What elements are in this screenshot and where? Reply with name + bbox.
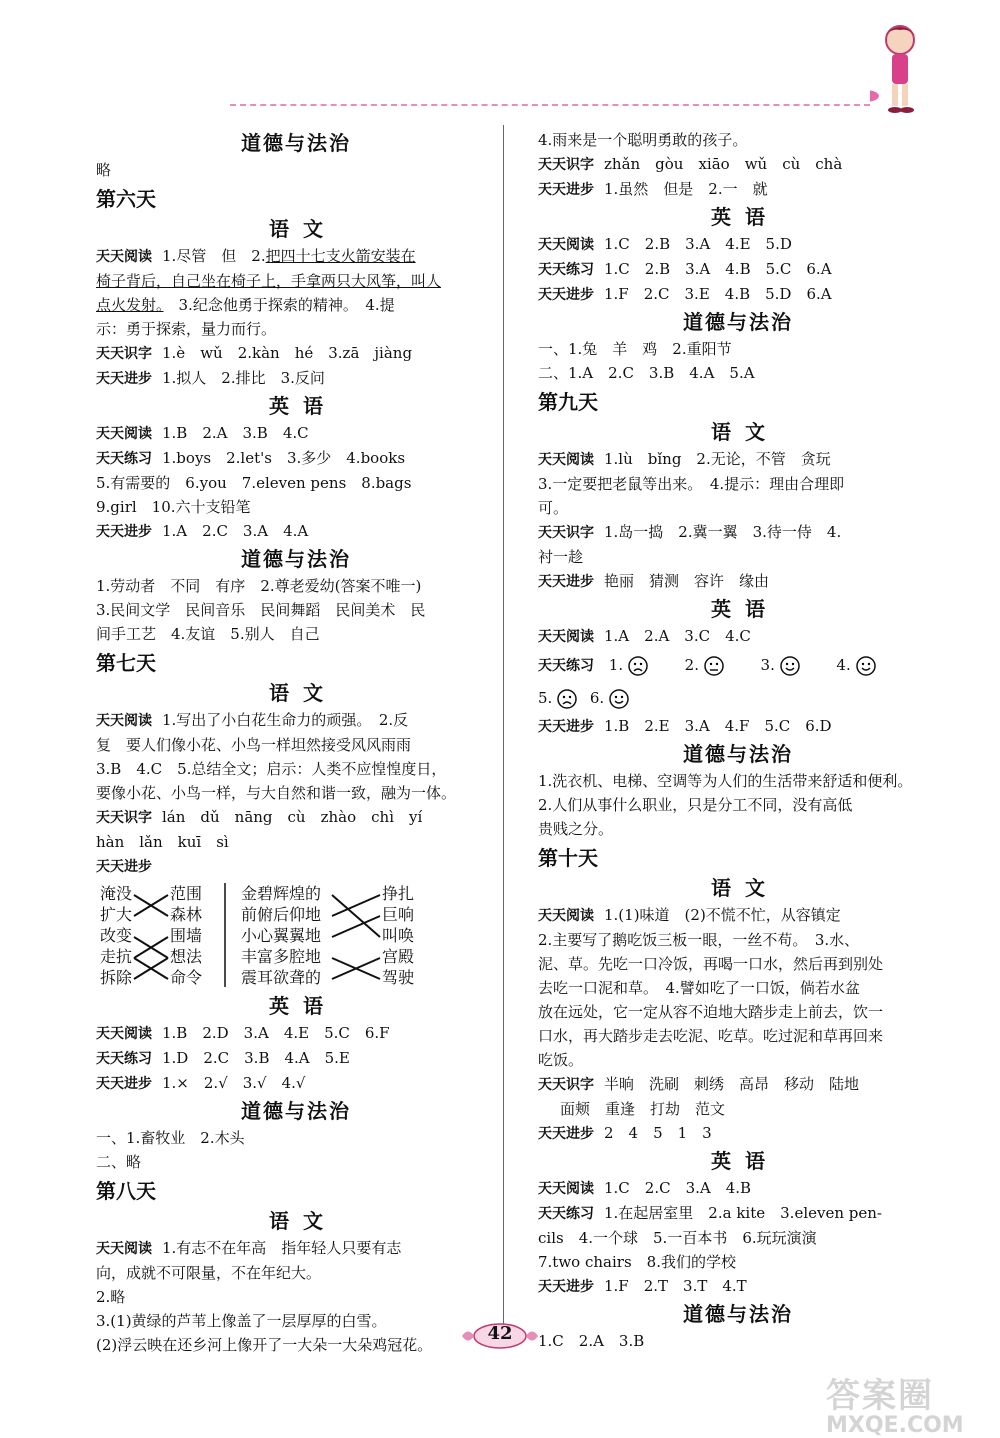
label: 天天练习 <box>538 262 594 278</box>
match-left-a <box>100 883 132 988</box>
day7-moral-2: 二、略 <box>96 1153 142 1171</box>
day8-title: 第八天 <box>96 1179 156 1203</box>
day8-yw-shizi <box>538 152 938 177</box>
header-decoration <box>230 96 930 110</box>
label: 天天识字 <box>538 525 594 541</box>
day10-yw-shizi <box>538 1072 938 1097</box>
item-number: 5. <box>538 689 553 707</box>
match-left-b <box>170 883 202 988</box>
match-word: 围墙 <box>170 926 203 945</box>
day10-en-lianxi <box>538 1201 938 1226</box>
day8-moral-2: 二、1.A 2.C 3.B 4.A 5.A <box>538 364 755 382</box>
day9-yw-shizi-2: 衬一趁 <box>538 548 584 566</box>
item-number: 3. <box>760 656 775 674</box>
day7-yingyu-title: 英语 <box>269 994 337 1018</box>
label: 天天进步 <box>96 1076 152 1092</box>
day9-yuwen-title: 语文 <box>711 420 779 444</box>
day8-yw-read-6: 4.雨来是一个聪明勇敢的孩子。 <box>538 131 748 149</box>
day8-en-lianxi <box>538 257 938 282</box>
text: 1.A 2.C 3.A 4.A <box>162 522 309 540</box>
day7-yw-read-2: 复 要人们像小花、小鸟一样坦然接受风风雨雨 <box>96 736 412 754</box>
label: 天天识字 <box>96 346 152 362</box>
right-column <box>538 128 938 1353</box>
day9-yw-read-3: 可。 <box>538 499 569 517</box>
day9-yw-shizi <box>538 520 938 545</box>
day8-yw-read-3: 2.略 <box>96 1288 126 1306</box>
label: 天天阅读 <box>538 1181 594 1197</box>
label: 天天阅读 <box>96 713 152 729</box>
item-number: 2. <box>684 656 699 674</box>
match-word: 宫殿 <box>382 947 415 966</box>
day6-en-read <box>96 421 496 446</box>
day10-yw-read-4: 去吃一口泥和草。 4.譬如吃了一口饭，倘若水盆 <box>538 979 860 997</box>
day9-yw-jinbu <box>538 569 938 594</box>
match-word: 巨响 <box>382 905 415 924</box>
text: 1.写出了小白花生命力的顽强。 2.反 <box>162 711 409 729</box>
day6-en-lianxi-3: 9.girl 10.六十支铅笔 <box>96 498 251 516</box>
text: 1.C 2.B 3.A 4.E 5.D <box>604 235 792 253</box>
label: 天天阅读 <box>538 908 594 924</box>
label: 天天阅读 <box>538 629 594 645</box>
day7-en-read <box>96 1021 496 1046</box>
label: 天天练习 <box>96 451 152 467</box>
moral-title-top: 道德与法治 <box>241 131 351 155</box>
text: 半晌 洗刷 刺绣 高昂 移动 陆地 <box>604 1075 860 1093</box>
item-number: 6. <box>589 689 605 707</box>
text: 1.尽管 但 2. <box>162 247 266 265</box>
label: 天天进步 <box>96 371 152 387</box>
day7-moral-title: 道德与法治 <box>241 1099 351 1123</box>
day6-en-lianxi <box>96 446 496 471</box>
day9-yw-read <box>538 447 938 472</box>
day7-yuwen-title: 语文 <box>269 681 337 705</box>
day6-title: 第六天 <box>96 187 156 211</box>
match-word: 扩大 <box>100 905 133 924</box>
label: 天天阅读 <box>96 1026 152 1042</box>
happy-face-icon <box>780 656 800 676</box>
label: 天天进步 <box>538 574 594 590</box>
match-word: 震耳欲聋的 <box>241 968 322 987</box>
label: 天天阅读 <box>538 452 594 468</box>
text: 3.纪念他勇于探索的精神。 4.提 <box>163 296 395 314</box>
match-word: 丰富多腔地 <box>241 947 322 966</box>
day9-en-jinbu <box>538 714 938 739</box>
day8-yw-read-2: 向，成就不可限量，不在年纪大。 <box>96 1264 322 1282</box>
header-dashed-line <box>230 104 870 106</box>
day10-moral-title: 道德与法治 <box>683 1302 793 1326</box>
label: 天天进步 <box>538 287 594 303</box>
text: 艳丽 猜测 容许 缘由 <box>604 572 770 590</box>
text: 1.B 2.D 3.A 4.E 5.C 6.F <box>162 1024 390 1042</box>
text: 1.× 2.√ 3.√ 4.√ <box>162 1074 306 1092</box>
day9-moral-2: 2.人们从事什么职业，只是分工不同，没有高低 <box>538 796 853 814</box>
text: 1.(1)味道 (2)不慌不忙，从容镇定 <box>604 906 841 924</box>
day7-moral-1: 一、1.畜牧业 2.木头 <box>96 1129 245 1147</box>
day9-yw-read-2: 3.一定要把老鼠等出来。 4.提示：理由合理即 <box>538 475 845 493</box>
day6-moral-1: 1.劳动者 不同 有序 2.尊老爱幼(答案不唯一) <box>96 577 422 595</box>
item-number: 4. <box>836 656 851 674</box>
match-word: 叫唤 <box>382 926 415 945</box>
day10-yw-read <box>538 903 938 928</box>
cartoon-girl-icon <box>870 18 930 118</box>
day6-en-jinbu <box>96 519 496 544</box>
day6-yingyu-title: 英语 <box>269 394 337 418</box>
watermark-line1: 答案圈 <box>826 1376 934 1416</box>
text: 1.C 2.C 3.A 4.B <box>604 1179 752 1197</box>
match-word: 森林 <box>170 905 203 924</box>
day6-yw-read <box>96 244 496 269</box>
day6-yuwen-title: 语文 <box>269 217 337 241</box>
neutral-face-icon <box>704 656 724 676</box>
day7-en-lianxi <box>96 1046 496 1071</box>
label: 天天进步 <box>96 524 152 540</box>
sad-face-icon <box>557 689 577 709</box>
text: 1.B 2.A 3.B 4.C <box>162 424 309 442</box>
label: 天天进步 <box>96 859 152 875</box>
day7-yw-read <box>96 708 496 733</box>
text: 2 4 5 1 3 <box>604 1124 712 1142</box>
day8-yw-jinbu <box>538 177 938 202</box>
watermark-line2: MXQE.COM <box>826 1413 964 1438</box>
day7-yw-shizi <box>96 805 496 830</box>
text: 1.lù bǐng 2.无论，不管 贪玩 <box>604 450 831 468</box>
day6-en-lianxi-2: 5.有需要的 6.you 7.eleven pens 8.bags <box>96 474 412 492</box>
day6-moral-2: 3.民间文学 民间音乐 民间舞蹈 民间美术 民 <box>96 601 426 619</box>
label: 天天进步 <box>538 719 594 735</box>
match-word: 想法 <box>170 947 203 966</box>
day7-yw-shizi-2: hàn lǎn kuī sì <box>96 833 229 851</box>
day6-yw-read-2 <box>96 269 496 293</box>
text: lán dǔ nāng cù zhào chì yí <box>162 808 423 826</box>
happy-face-icon <box>856 656 876 676</box>
label: 天天阅读 <box>538 237 594 253</box>
text: 1.F 2.C 3.E 4.B 5.D 6.A <box>604 285 832 303</box>
underlined-text: 把四十七支火箭安装在 <box>265 247 416 265</box>
day10-en-jinbu <box>538 1274 938 1299</box>
text: 1.D 2.C 3.B 4.A 5.E <box>162 1049 350 1067</box>
label: 天天识字 <box>538 1077 594 1093</box>
day8-moral-1: 一、1.兔 羊 鸡 2.重阳节 <box>538 340 732 358</box>
moral-top-text: 略 <box>96 161 112 179</box>
underlined-text: 点火发射。 <box>96 296 164 314</box>
label: 天天阅读 <box>96 249 152 265</box>
day9-en-lianxi-2 <box>538 682 938 714</box>
underlined-text: 椅子背后，自己坐在椅子上，手拿两只大风筝，叫人 <box>96 272 442 290</box>
day9-moral-1: 1.洗衣机、电梯、空调等为人们的生活带来舒适和便利。 <box>538 772 913 790</box>
day8-en-read <box>538 232 938 257</box>
day10-yuwen-title: 语文 <box>711 876 779 900</box>
day8-yingyu-title: 英语 <box>711 205 779 229</box>
day7-yw-read-4: 要像小花、小鸟一样，与大自然和谐一致，融为一体。 <box>96 784 457 802</box>
match-word: 前俯后仰地 <box>241 905 322 924</box>
day9-en-lianxi <box>538 649 938 682</box>
text: 1.A 2.A 3.C 4.C <box>604 627 751 645</box>
day10-title: 第十天 <box>538 846 598 870</box>
day10-en-lianxi-3: 7.two chairs 8.我们的学校 <box>538 1253 736 1271</box>
day10-yw-jinbu <box>538 1121 938 1146</box>
sad-face-icon <box>628 656 648 676</box>
text: 1.boys 2.let's 3.多少 4.books <box>162 449 406 467</box>
text: 1.在起居室里 2.a kite 3.eleven pen- <box>604 1204 882 1222</box>
column-divider <box>503 125 504 1337</box>
day6-yw-read-3 <box>96 293 496 317</box>
day7-yw-jinbu <box>96 854 496 879</box>
day6-moral-title: 道德与法治 <box>241 547 351 571</box>
match-word: 改变 <box>100 926 133 945</box>
day6-yw-jinbu <box>96 366 496 391</box>
match-right-a <box>241 883 321 988</box>
day10-en-lianxi-2: cils 4.一个球 5.一百本书 6.玩玩演演 <box>538 1229 817 1247</box>
label: 天天识字 <box>96 810 152 826</box>
text: 1.岛一捣 2.冀一翼 3.待一侍 4. <box>604 523 842 541</box>
match-word: 小心翼翼地 <box>241 926 322 945</box>
label: 天天阅读 <box>96 426 152 442</box>
day8-en-jinbu <box>538 282 938 307</box>
day7-en-jinbu <box>96 1071 496 1096</box>
day9-yingyu-title: 英语 <box>711 597 779 621</box>
match-word: 拆除 <box>100 968 133 987</box>
day6-yw-read-4: 示：勇于探索，量力而行。 <box>96 320 277 338</box>
label: 天天进步 <box>538 1279 594 1295</box>
day7-yw-read-3: 3.B 4.C 5.总结全文；启示：人类不应惶惶度日， <box>96 760 447 778</box>
label: 天天进步 <box>538 182 594 198</box>
day8-yw-read-5: (2)浮云映在还乡河上像开了一大朵一大朵鸡冠花。 <box>96 1336 433 1354</box>
match-word: 命令 <box>170 968 203 987</box>
day9-moral-3: 贵贱之分。 <box>538 820 614 838</box>
match-word: 挣扎 <box>382 884 415 903</box>
left-column <box>96 128 496 1357</box>
happy-face-icon <box>609 689 629 709</box>
text: 1.拟人 2.排比 3.反问 <box>162 369 325 387</box>
label: 天天练习 <box>538 658 594 674</box>
day10-moral-1: 1.C 2.A 3.B <box>538 1332 645 1350</box>
day10-yw-read-6: 口水，再大踏步走去吃泥、吃草。吃过泥和草再回来 <box>538 1027 884 1045</box>
day9-moral-title: 道德与法治 <box>683 742 793 766</box>
page-number: 42 <box>487 1323 513 1344</box>
item-number: 1. <box>608 656 624 674</box>
day8-yuwen-title: 语文 <box>269 1209 337 1233</box>
day8-moral-title: 道德与法治 <box>683 310 793 334</box>
match-word: 淹没 <box>100 884 133 903</box>
day10-yw-read-5: 放在远处，它一定从容不迫地大踏步走上前去，饮一 <box>538 1003 884 1021</box>
text: 1.C 2.B 3.A 4.B 5.C 6.A <box>604 260 832 278</box>
day10-en-read <box>538 1176 938 1201</box>
label: 天天进步 <box>538 1126 594 1142</box>
label: 天天练习 <box>538 1206 594 1222</box>
matching-exercise <box>96 883 496 991</box>
day8-yw-read-4: 3.(1)黄绿的芦苇上像盖了一层厚厚的白雪。 <box>96 1312 387 1330</box>
day6-yw-shizi <box>96 341 496 366</box>
day10-yw-read-7: 吃饭。 <box>538 1051 584 1069</box>
text: 1.F 2.T 3.T 4.T <box>604 1277 747 1295</box>
match-word: 范围 <box>170 884 203 903</box>
day9-en-read <box>538 624 938 649</box>
day10-yw-shizi-2: 面颊 重逢 打劫 范文 <box>560 1100 726 1118</box>
day10-yw-read-3: 泥、草。先吃一口冷饭，再喝一口水，然后再到别处 <box>538 955 884 973</box>
day8-yw-read <box>96 1236 496 1261</box>
text: 1.B 2.E 3.A 4.F 5.C 6.D <box>604 717 832 735</box>
match-right-b <box>382 883 414 988</box>
day7-title: 第七天 <box>96 651 156 675</box>
day10-yingyu-title: 英语 <box>711 1149 779 1173</box>
match-word: 金碧辉煌的 <box>241 884 322 903</box>
match-word: 驾驶 <box>382 968 415 987</box>
day6-moral-3: 间手工艺 4.友谊 5.别人 自己 <box>96 625 320 643</box>
match-word: 走抗 <box>100 947 133 966</box>
text: 1.è wǔ 2.kàn hé 3.zā jiàng <box>162 344 413 362</box>
text: 1.有志不在年高 指年轻人只要有志 <box>162 1239 402 1257</box>
day10-yw-read-2: 2.主要写了鹅吃饭三板一眼，一丝不苟。 3.水、 <box>538 931 860 949</box>
label: 天天识字 <box>538 157 594 173</box>
text: 1.虽然 但是 2.一 就 <box>604 180 768 198</box>
page-number-badge <box>460 1321 540 1355</box>
day9-title: 第九天 <box>538 390 598 414</box>
label: 天天练习 <box>96 1051 152 1067</box>
watermark <box>826 1368 964 1438</box>
text: zhǎn gòu xiāo wǔ cù chà <box>604 155 843 173</box>
label: 天天阅读 <box>96 1241 152 1257</box>
